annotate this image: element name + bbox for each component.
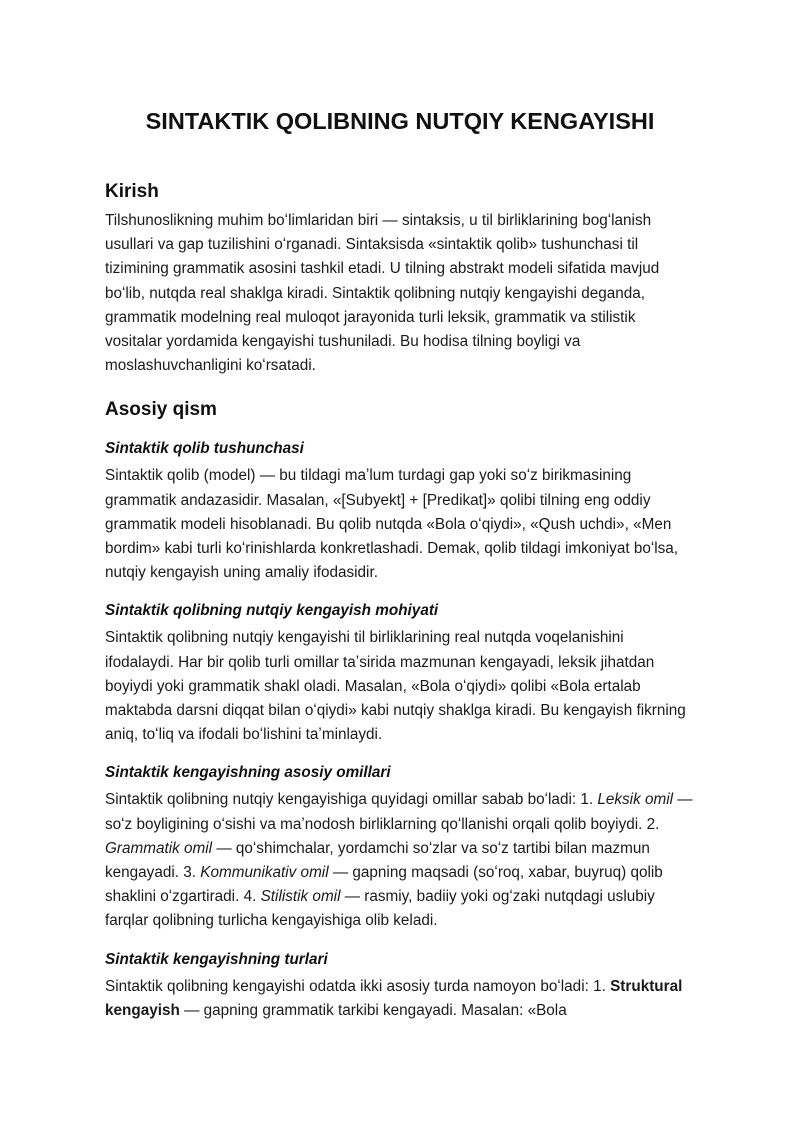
subheading-kengayish-mohiyati: Sintaktik qolibning nutqiy kengayish mohiyati — [105, 602, 439, 620]
term-stilistik-omil: Stilistik omil — [260, 888, 341, 906]
grammatik-omil-text: — qoʻshimchalar, yordamchi soʻzlar va soʻz tartibi bilan mazmun kengayadi. 3. — [105, 839, 650, 882]
subheading-kengayish-turlari: Sintaktik kengayishning turlari — [105, 950, 328, 968]
section-heading-kirish: Kirish — [105, 181, 159, 202]
section-heading-asosiy: Asosiy qism — [105, 399, 217, 421]
term-kommunikativ-omil: Kommunikativ omil — [200, 864, 329, 882]
term-leksik-omil: Leksik omil — [597, 791, 674, 809]
paragraph-kirish: Tilshunoslikning muhim boʻlimlaridan biri — sintaksis, u til birliklarining bogʻlanish usullari va gap tuzilishini oʻrganadi. Sintaksisda «sintaktik qolib» tushunchasi til tizimining grammatik asosini tashkil etadi. U tilning abstrakt modeli sifatida mavjud boʻlib, nutqda real shaklga kiradi. Sintaktik qolibning nutqiy kengayishi deganda, grammatik modelning real muloqot jarayonida turli leksik, grammatik va stilistik vositalar yordamida kengayishi tushuniladi. Bu hodisa tilning boyligi va moslashuvchanligini koʻrsatadi. — [105, 212, 660, 375]
subheading-asosiy-omillar: Sintaktik kengayishning asosiy omillari — [105, 764, 391, 782]
term-grammatik-omil: Grammatik omil — [105, 839, 213, 857]
struktural-kengayish-text: — gapning grammatik tarkibi kengayadi. Masalan: «Bola — [179, 1001, 567, 1019]
paragraph-kengayish-turlari — [105, 975, 695, 1023]
omillar-intro: Sintaktik qolibning nutqiy kengayishiga quyidagi omillar sabab boʻladi: 1. — [105, 791, 598, 809]
document-title: SINTAKTIK QOLIBNING NUTQIY KENGAYISHI — [145, 108, 655, 134]
turlari-intro: Sintaktik qolibning kengayishi odatda ikki asosiy turda namoyon boʻladi: 1. — [105, 977, 611, 995]
leksik-omil-text: — soʻz boyligining oʻsishi va maʼnodosh birliklarning qoʻllanishi orqali qolib boyiydi. 2. — [105, 791, 693, 833]
kommunikativ-omil-text: — gapning maqsadi (soʻroq, xabar, buyruq) qolib shaklini oʻzgartiradi. 4. — [105, 864, 663, 906]
subheading-qolib-tushunchasi: Sintaktik qolib tushunchasi — [105, 440, 304, 458]
paragraph-kengayish-mohiyati: Sintaktik qolibning nutqiy kengayishi til birliklarining real nutqda voqelanishini ifodalaydi. Har bir qolib turli omillar taʼsirida mazmunan kengayadi, leksik jihatdan boyiydi yoki grammatik shakl oladi. Masalan, «Bola oʻqiydi» qolibi «Bola ertalab maktabda darsni diqqat bilan oʻqiydi» kabi nutqiy shaklga kiradi. Bu kengayish fikrning aniq, toʻliq va ifodali boʻlishini taʼminlaydi. — [105, 629, 686, 744]
paragraph-asosiy-omillar — [105, 788, 695, 933]
term-struktural-kengayish: Struktural kengayish — [105, 977, 683, 1019]
stilistik-omil-text: — rasmiy, badiiy yoki ogʻzaki nutqdagi uslubiy farqlar qolibning turlicha kengayishiga olib keladi. — [105, 888, 655, 930]
paragraph-qolib-tushunchasi: Sintaktik qolib (model) — bu tildagi maʼlum turdagi gap yoki soʻz birikmasining grammatik andazasidir. Masalan, «[Subyekt] + [Predikat]» qolibi tilning eng oddiy grammatik modeli hisoblanadi. Bu qolib nutqda «Bola oʻqiydi», «Qush uchdi», «Men bordim» kabi turli koʻrinishlarda konkretlashadi. Demak, qolib tildagi imkoniyat boʻlsa, nutqiy kengayish uning amaliy ifodasidir. — [105, 467, 679, 582]
